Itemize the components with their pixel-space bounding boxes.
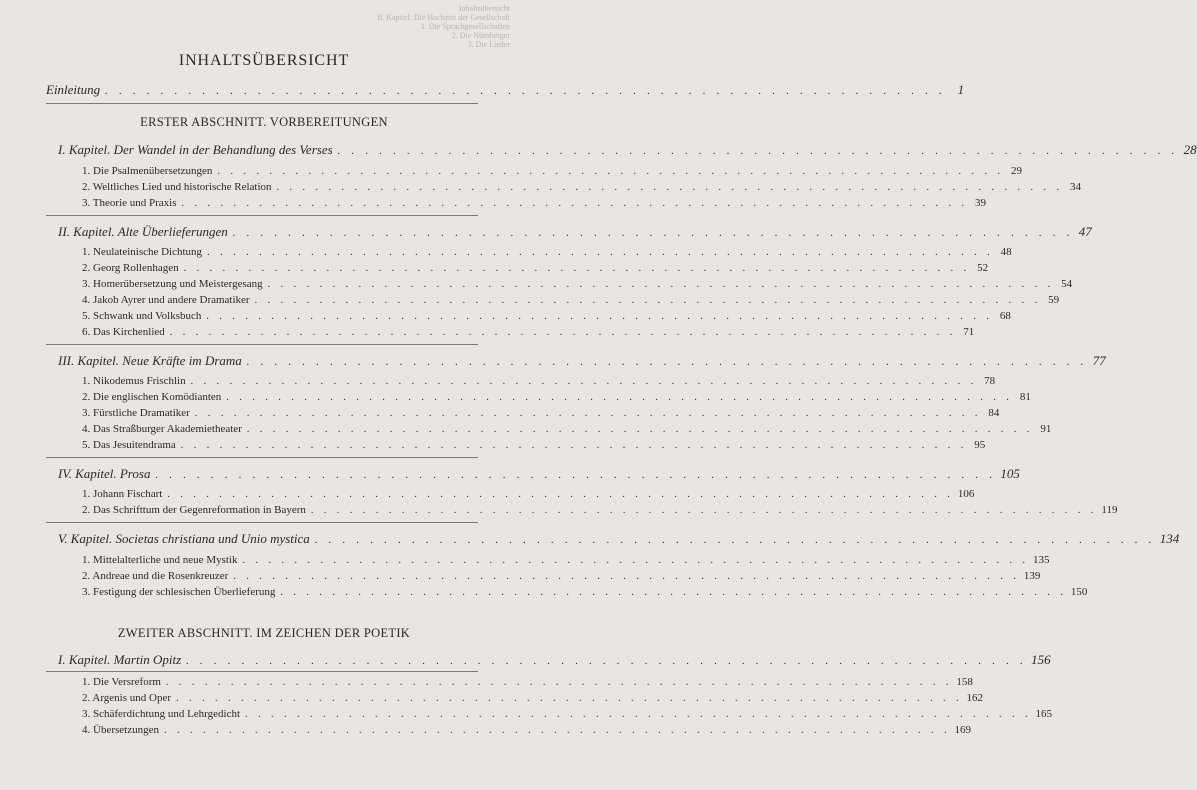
dot-leader: . . . . . . . . . . . . . . . . . . . . . . . . . . . . . . . . . . . . . . . . . . . . . . . . . . . . . . . . . . . . . xyxy=(163,725,951,736)
chapter-page: 28 xyxy=(1183,142,1197,157)
toc-subentry xyxy=(82,165,1022,177)
bleed-line: 2. Die Nürnberger xyxy=(451,31,510,40)
dot-leader: . . . . . . . . . . . . . . . . . . . . . . . . . . . . . . . . . . . . . . . . . . . . . . . . . . . . . . . . . . . . . xyxy=(176,693,963,704)
subentry-page: 71 xyxy=(963,326,975,338)
toc-chapter xyxy=(58,531,1180,547)
bleed-line: II. Kapitel. Die Hochzeit der Gesellschaft xyxy=(376,13,510,22)
dot-leader: . . . . . . . . . . . . . . . . . . . . . . . . . . . . . . . . . . . . . . . . . . . . . . . . . . . . . . . . . . . . . xyxy=(186,655,1028,667)
toc-chapter xyxy=(58,466,1020,482)
dot-leader: . . . . . . . . . . . . . . . . . . . . . . . . . . . . . . . . . . . . . . . . . . . . . . . . . . . . . . . . . . . . . xyxy=(233,571,1020,582)
dot-leader: . . . . . . . . . . . . . . . . . . . . . . . . . . . . . . . . . . . . . . . . . . . . . . . . . . . . . . . . . . . . . xyxy=(105,85,947,97)
dot-leader: . . . . . . . . . . . . . . . . . . . . . . . . . . . . . . . . . . . . . . . . . . . . . . . . . . . . . . . . . . . . . xyxy=(267,279,1055,290)
subentry-label: 2. Die englischen Komödianten xyxy=(82,391,222,403)
subentry-label: 4. Jakob Ayrer und andere Dramatiker xyxy=(82,294,250,306)
subentry-page: 91 xyxy=(1040,423,1052,435)
chapter-page: 105 xyxy=(1000,466,1020,481)
toc-subentry xyxy=(82,326,975,338)
chapter-page: 156 xyxy=(1031,652,1051,667)
dot-leader: . . . . . . . . . . . . . . . . . . . . . . . . . . . . . . . . . . . . . . . . . . . . . . . . . . . . . . . . . . . . . xyxy=(165,677,953,688)
subentry-label: 3. Fürstliche Dramatiker xyxy=(82,407,190,419)
subentry-label: 1. Die Versreform xyxy=(82,676,161,688)
subentry-label: 3. Theorie und Praxis xyxy=(82,197,177,209)
subentry-label: 1. Nikodemus Frischlin xyxy=(82,375,186,387)
subentry-page: 52 xyxy=(977,262,989,274)
chapter-label: I. Kapitel. Der Wandel in der Behandlung des Verses xyxy=(58,142,333,157)
dot-leader: . . . . . . . . . . . . . . . . . . . . . . . . . . . . . . . . . . . . . . . . . . . . . . . . . . . . . . . . . . . . . xyxy=(190,376,978,387)
subentry-page: 135 xyxy=(1033,554,1050,566)
entry-page: 1 xyxy=(957,82,965,97)
dot-leader: . . . . . . . . . . . . . . . . . . . . . . . . . . . . . . . . . . . . . . . . . . . . . . . . . . . . . . . . . . . . . xyxy=(246,424,1034,435)
toc-subentry xyxy=(82,488,975,500)
bleed-line: 1. Die Sprachgesellschaften xyxy=(420,22,510,31)
subentry-label: 2. Georg Rollenhagen xyxy=(82,262,179,274)
divider xyxy=(46,103,478,104)
toc-chapter xyxy=(58,652,1051,668)
toc-subentry xyxy=(82,375,996,387)
dot-leader: . . . . . . . . . . . . . . . . . . . . . . . . . . . . . . . . . . . . . . . . . . . . . . . . . . . . . . . . . . . . . xyxy=(207,247,994,258)
chapter-label: III. Kapitel. Neue Kräfte im Drama xyxy=(58,353,242,368)
subentry-page: 68 xyxy=(999,310,1011,322)
dot-leader: . . . . . . . . . . . . . . . . . . . . . . . . . . . . . . . . . . . . . . . . . . . . . . . . . . . . . . . . . . . . . xyxy=(181,198,969,209)
dot-leader: . . . . . . . . . . . . . . . . . . . . . . . . . . . . . . . . . . . . . . . . . . . . . . . . . . . . . . . . . . . . . xyxy=(194,408,982,419)
chapter-page: 134 xyxy=(1159,531,1180,546)
dot-leader: . . . . . . . . . . . . . . . . . . . . . . . . . . . . . . . . . . . . . . . . . . . . . . . . . . . . . . . . . . . . . xyxy=(217,166,1004,177)
toc-subentry xyxy=(82,407,1000,419)
dot-leader: . . . . . . . . . . . . . . . . . . . . . . . . . . . . . . . . . . . . . . . . . . . . . . . . . . . . . . . . . . . . . xyxy=(232,227,1074,239)
toc-chapter xyxy=(58,224,1092,240)
subentry-label: 6. Das Kirchenlied xyxy=(82,326,165,338)
page-title: INHALTSÜBERSICHT xyxy=(178,52,350,69)
subentry-page: 158 xyxy=(956,676,973,688)
subentry-page: 150 xyxy=(1070,586,1088,598)
subentry-label: 4. Übersetzungen xyxy=(82,724,159,736)
divider xyxy=(46,215,478,216)
subentry-page: 81 xyxy=(1019,391,1031,403)
toc-subentry xyxy=(82,278,1073,290)
dot-leader: . . . . . . . . . . . . . . . . . . . . . . . . . . . . . . . . . . . . . . . . . . . . . . . . . . . . . . . . . . . . . xyxy=(245,709,1032,720)
divider xyxy=(46,457,478,458)
toc-subentry xyxy=(82,708,1053,720)
subentry-label: 1. Die Psalmenübersetzungen xyxy=(82,165,213,177)
subentry-page: 106 xyxy=(957,488,975,500)
subentry-label: 5. Schwank und Volksbuch xyxy=(82,310,202,322)
subentry-page: 78 xyxy=(984,375,996,387)
dot-leader: . . . . . . . . . . . . . . . . . . . . . . . . . . . . . . . . . . . . . . . . . . . . . . . . . . . . . . . . . . . . . xyxy=(337,145,1179,157)
toc-subentry xyxy=(82,391,1031,403)
subentry-label: 1. Neulateinische Dichtung xyxy=(82,246,203,258)
entry-label: Einleitung xyxy=(46,82,101,97)
subentry-label: 2. Weltliches Lied und historische Relation xyxy=(82,181,272,193)
subentry-label: 1. Johann Fischart xyxy=(82,488,163,500)
subentry-page: 139 xyxy=(1023,570,1041,582)
subentry-page: 34 xyxy=(1070,181,1082,193)
chapter-page: 47 xyxy=(1078,224,1092,239)
chapter-label: II. Kapitel. Alte Überlieferungen xyxy=(58,224,228,239)
dot-leader: . . . . . . . . . . . . . . . . . . . . . . . . . . . . . . . . . . . . . . . . . . . . . . . . . . . . . . . . . . . . . xyxy=(169,327,957,338)
dot-leader: . . . . . . . . . . . . . . . . . . . . . . . . . . . . . . . . . . . . . . . . . . . . . . . . . . . . . . . . . . . . . xyxy=(183,263,971,274)
divider xyxy=(46,522,478,523)
subentry-page: 169 xyxy=(954,724,971,736)
subentry-label: 3. Festigung der schlesischen Überlieferung xyxy=(82,586,276,598)
subentry-page: 162 xyxy=(966,692,984,704)
subentry-page: 84 xyxy=(988,407,1000,419)
dot-leader: . . . . . . . . . . . . . . . . . . . . . . . . . . . . . . . . . . . . . . . . . . . . . . . . . . . . . . . . . . . . . xyxy=(167,489,954,500)
chapter-label: IV. Kapitel. Prosa xyxy=(58,466,151,481)
divider xyxy=(46,671,478,672)
subentry-label: 1. Mittelalterliche und neue Mystik xyxy=(82,554,238,566)
subentry-page: 39 xyxy=(975,197,987,209)
toc-entry-introduction xyxy=(46,82,965,98)
toc-subentry xyxy=(82,294,1060,306)
subentry-label: 3. Homerübersetzung und Meistergesang xyxy=(82,278,263,290)
dot-leader: . . . . . . . . . . . . . . . . . . . . . . . . . . . . . . . . . . . . . . . . . . . . . . . . . . . . . . . . . . . . . xyxy=(254,295,1042,306)
toc-subentry xyxy=(82,181,1082,193)
toc-subentry xyxy=(82,423,1052,435)
toc-subentry xyxy=(82,570,1041,582)
dot-leader: . . . . . . . . . . . . . . . . . . . . . . . . . . . . . . . . . . . . . . . . . . . . . . . . . . . . . . . . . . . . . xyxy=(206,311,993,322)
toc-chapter xyxy=(58,353,1106,369)
subentry-page: 165 xyxy=(1035,708,1053,720)
toc-subentry xyxy=(82,439,986,451)
chapter-label: V. Kapitel. Societas christiana und Unio mystica xyxy=(58,531,310,546)
section-heading-1: ERSTER ABSCHNITT. VORBEREITUNGEN xyxy=(140,115,388,129)
dot-leader: . . . . . . . . . . . . . . . . . . . . . . . . . . . . . . . . . . . . . . . . . . . . . . . . . . . . . . . . . . . . . xyxy=(242,555,1029,566)
toc-subentry xyxy=(82,676,973,688)
toc-subentry xyxy=(82,310,1011,322)
subentry-label: 5. Das Jesuitendrama xyxy=(82,439,176,451)
bleed-through-text xyxy=(250,0,528,52)
dot-leader: . . . . . . . . . . . . . . . . . . . . . . . . . . . . . . . . . . . . . . . . . . . . . . . . . . . . . . . . . . . . . xyxy=(180,440,968,451)
dot-leader: . . . . . . . . . . . . . . . . . . . . . . . . . . . . . . . . . . . . . . . . . . . . . . . . . . . . . . . . . . . . . xyxy=(246,356,1088,368)
subentry-page: 59 xyxy=(1048,294,1060,306)
section-heading-2: ZWEITER ABSCHNITT. IM ZEICHEN DER POETIK xyxy=(117,626,411,640)
subentry-page: 119 xyxy=(1101,504,1118,516)
dot-leader: . . . . . . . . . . . . . . . . . . . . . . . . . . . . . . . . . . . . . . . . . . . . . . . . . . . . . . . . . . . . . xyxy=(280,587,1067,598)
chapter-page: 77 xyxy=(1092,353,1106,368)
bleed-line: 3. Die Lieder xyxy=(467,40,510,49)
bleed-line: Inhaltsübersicht xyxy=(458,4,510,13)
dot-leader: . . . . . . . . . . . . . . . . . . . . . . . . . . . . . . . . . . . . . . . . . . . . . . . . . . . . . . . . . . . . . xyxy=(276,182,1064,193)
toc-subentry xyxy=(82,197,987,209)
divider xyxy=(46,344,478,345)
dot-leader: . . . . . . . . . . . . . . . . . . . . . . . . . . . . . . . . . . . . . . . . . . . . . . . . . . . . . . . . . . . . . xyxy=(226,392,1013,403)
subentry-label: 4. Das Straßburger Akademietheater xyxy=(82,423,242,435)
toc-subentry xyxy=(82,554,1050,566)
subentry-label: 2. Das Schrifttum der Gegenreformation in Bayern xyxy=(82,504,306,516)
chapter-label: I. Kapitel. Martin Opitz xyxy=(58,652,182,667)
toc-subentry xyxy=(82,724,971,736)
subentry-label: 3. Schäferdichtung und Lehrgedicht xyxy=(82,708,241,720)
toc-chapter xyxy=(58,142,1197,158)
toc-subentry xyxy=(82,262,989,274)
subentry-page: 48 xyxy=(1000,246,1012,258)
toc-subentry xyxy=(82,246,1012,258)
toc-subentry xyxy=(82,504,1118,516)
subentry-page: 95 xyxy=(974,439,986,451)
subentry-page: 29 xyxy=(1010,165,1022,177)
subentry-page: 54 xyxy=(1061,278,1073,290)
subentry-label: 2. Andreae und die Rosenkreuzer xyxy=(82,570,229,582)
dot-leader: . . . . . . . . . . . . . . . . . . . . . . . . . . . . . . . . . . . . . . . . . . . . . . . . . . . . . . . . . . . . . xyxy=(155,469,997,481)
dot-leader: . . . . . . . . . . . . . . . . . . . . . . . . . . . . . . . . . . . . . . . . . . . . . . . . . . . . . . . . . . . . . xyxy=(310,505,1098,516)
toc-subentry xyxy=(82,586,1088,598)
toc-subentry xyxy=(82,692,984,704)
subentry-label: 2. Argenis und Oper xyxy=(82,692,172,704)
dot-leader: . . . . . . . . . . . . . . . . . . . . . . . . . . . . . . . . . . . . . . . . . . . . . . . . . . . . . . . . . . . . . xyxy=(314,534,1156,546)
